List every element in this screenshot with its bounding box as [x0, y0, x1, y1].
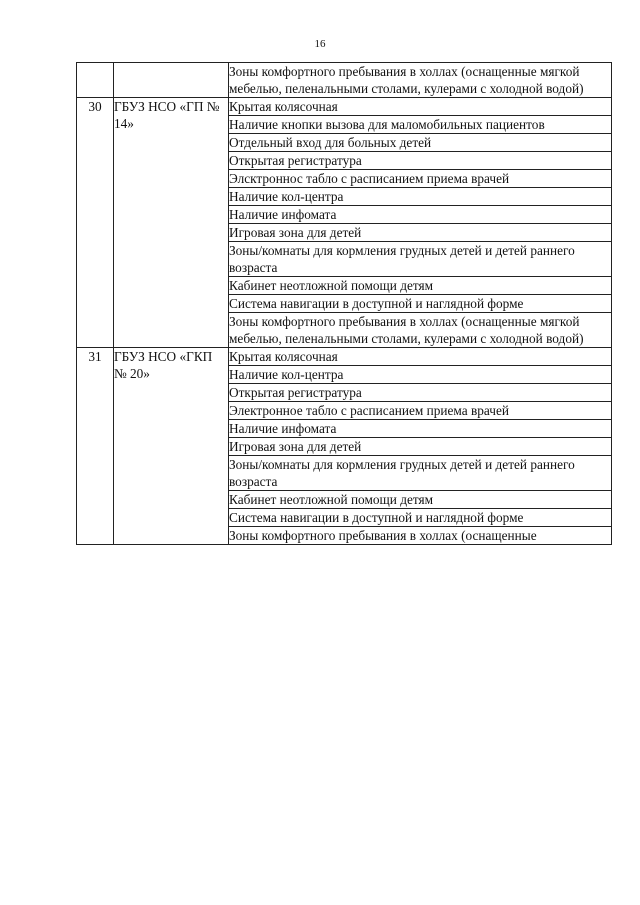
- facility-item: Зоны/комнаты для кормления грудных детей и детей раннего возраста: [229, 242, 612, 277]
- facility-item: Зоны комфортного пребывания в холлах (оснащенные: [229, 527, 612, 545]
- organization-name: [114, 63, 229, 98]
- facility-item: Игровая зона для детей: [229, 438, 612, 456]
- page-number: 16: [314, 38, 326, 50]
- facility-item: Наличие кол-центра: [229, 188, 612, 206]
- facility-item: Электронное табло с расписанием приема врачей: [229, 402, 612, 420]
- facility-item: Наличие инфомата: [229, 420, 612, 438]
- facility-item: Элсктроннос табло с расписанием приема врачей: [229, 170, 612, 188]
- facility-item: Крытая колясочная: [229, 348, 612, 366]
- organization-name: ГБУЗ НСО «ГКП № 20»: [114, 348, 229, 545]
- facility-item: Зоны/комнаты для кормления грудных детей и детей раннего возраста: [229, 456, 612, 491]
- facility-item: Наличие кнопки вызова для маломобильных пациентов: [229, 116, 612, 134]
- facility-item: Отдельный вход для больных детей: [229, 134, 612, 152]
- organization-name: ГБУЗ НСО «ГП № 14»: [114, 98, 229, 348]
- facility-item: Открытая регистратура: [229, 152, 612, 170]
- row-number: 31: [77, 348, 114, 545]
- table-row: [77, 63, 612, 98]
- facility-item: Кабинет неотложной помощи детям: [229, 277, 612, 295]
- row-number: 30: [77, 98, 114, 348]
- facility-item: Зоны комфортного пребывания в холлах (оснащенные мягкой мебелью, пеленальными столами, кулерами с холодной водой): [229, 313, 612, 348]
- facility-item: Открытая регистратура: [229, 384, 612, 402]
- facility-item: Игровая зона для детей: [229, 224, 612, 242]
- facility-item: Крытая колясочная: [229, 98, 612, 116]
- table-row: [77, 98, 612, 116]
- table-row: [77, 348, 612, 366]
- facility-item: Кабинет неотложной помощи детям: [229, 491, 612, 509]
- facility-item: Наличие кол-центра: [229, 366, 612, 384]
- facility-item: Система навигации в доступной и наглядной форме: [229, 295, 612, 313]
- facilities-table: [76, 62, 612, 545]
- facility-item: Зоны комфортного пребывания в холлах (оснащенные мягкой мебелью, пеленальными столами, кулерами с холодной водой): [229, 63, 612, 98]
- facility-item: Наличие инфомата: [229, 206, 612, 224]
- row-number: [77, 63, 114, 98]
- facility-item: Система навигации в доступной и наглядной форме: [229, 509, 612, 527]
